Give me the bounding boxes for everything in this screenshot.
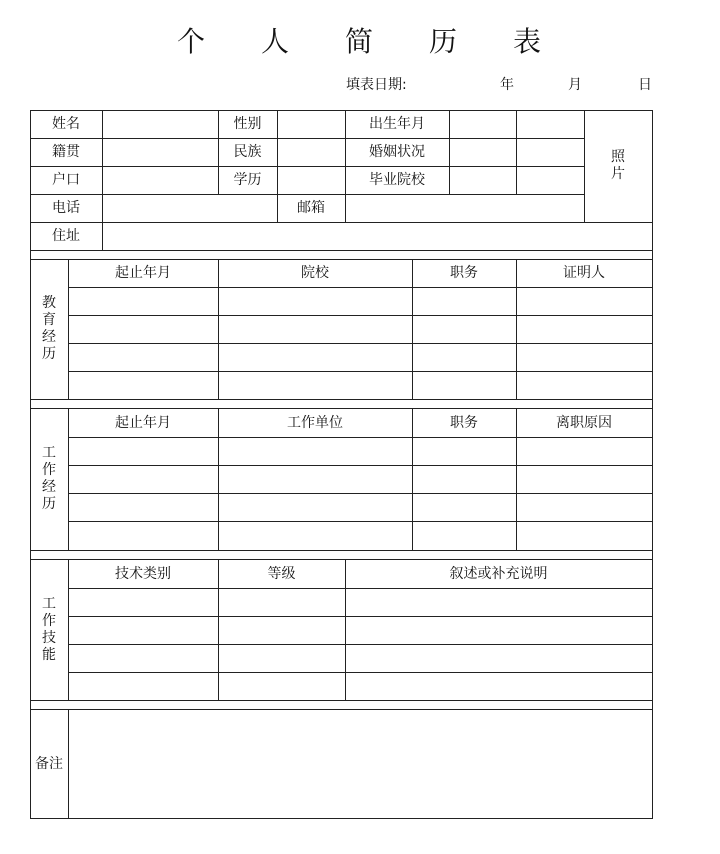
photo-label-char: 照: [611, 149, 625, 165]
title-char: 历: [429, 25, 460, 58]
section-label-char: 经: [42, 479, 56, 495]
email-field[interactable]: [346, 194, 584, 222]
year-label[interactable]: 年: [500, 77, 514, 93]
section-label-char: 技: [42, 629, 56, 646]
skills-header-level: 等级: [267, 565, 296, 582]
fill-date-label: 填表日期:: [346, 77, 407, 93]
title-char: 简: [344, 25, 375, 58]
edu-header-reference: 证明人: [563, 265, 605, 281]
email-label: 邮箱: [297, 200, 325, 216]
phone-label: 电话: [52, 200, 80, 216]
edu-header-position: 职务: [450, 265, 478, 281]
title-char: 个: [176, 25, 207, 58]
work-header-position: 职务: [450, 414, 478, 431]
marital-status-field[interactable]: [450, 138, 516, 166]
name-label: 姓名: [52, 116, 80, 132]
hukou-label: 户口: [52, 172, 80, 188]
section-label-char: 教: [42, 295, 56, 311]
section-label-char: 经: [42, 329, 56, 345]
section-label-char: 历: [42, 496, 56, 512]
work-header-leave-reason: 离职原因: [556, 414, 612, 431]
address-label: 住址: [52, 228, 80, 244]
gender-field[interactable]: [278, 110, 345, 138]
name-field[interactable]: [103, 110, 218, 138]
resume-title: [0, 20, 720, 60]
edu-header-school: 院校: [301, 265, 329, 281]
address-field[interactable]: [103, 222, 652, 250]
section-label-char: 工: [42, 595, 56, 612]
remarks-field[interactable]: [69, 710, 652, 818]
hukou-field[interactable]: [103, 166, 218, 194]
graduate-school-label: 毕业院校: [369, 172, 425, 188]
month-label[interactable]: 月: [568, 77, 582, 93]
birth-label: 出生年月: [369, 116, 425, 132]
native-place-field[interactable]: [103, 138, 218, 166]
title-char: 人: [260, 25, 291, 58]
education-section-label: [30, 259, 68, 399]
gender-label: 性别: [233, 116, 262, 132]
section-label-char: 工: [42, 445, 56, 461]
skills-header-category: 技术类别: [115, 565, 171, 582]
ethnicity-label: 民族: [233, 144, 262, 160]
education-level-label: 学历: [233, 172, 262, 188]
graduate-school-field[interactable]: [450, 166, 516, 194]
work-experience-section-label: [30, 408, 68, 550]
work-header-period: 起止年月: [115, 414, 171, 431]
work-skills-section-label: [30, 559, 68, 700]
section-label-char: 历: [42, 346, 56, 362]
phone-field[interactable]: [103, 194, 277, 222]
ethnicity-field[interactable]: [278, 138, 345, 166]
title-char: 表: [513, 25, 544, 58]
edu-header-period: 起止年月: [115, 265, 171, 281]
section-label-char: 能: [42, 646, 56, 663]
remarks-label: 备注: [35, 755, 63, 772]
native-place-label: 籍贯: [52, 144, 80, 160]
section-label-char: 作: [42, 462, 56, 478]
day-label[interactable]: 日: [638, 77, 652, 93]
photo-box[interactable]: [584, 110, 652, 222]
fill-date-row: [346, 74, 656, 92]
birth-field[interactable]: [450, 110, 516, 138]
photo-label-char: 片: [611, 166, 625, 182]
section-label-char: 育: [42, 312, 56, 328]
marital-status-label: 婚姻状况: [369, 144, 425, 160]
education-level-field[interactable]: [278, 166, 345, 194]
skills-header-description: 叙述或补充说明: [449, 565, 548, 582]
section-label-char: 作: [42, 612, 56, 629]
work-header-employer: 工作单位: [287, 414, 343, 431]
